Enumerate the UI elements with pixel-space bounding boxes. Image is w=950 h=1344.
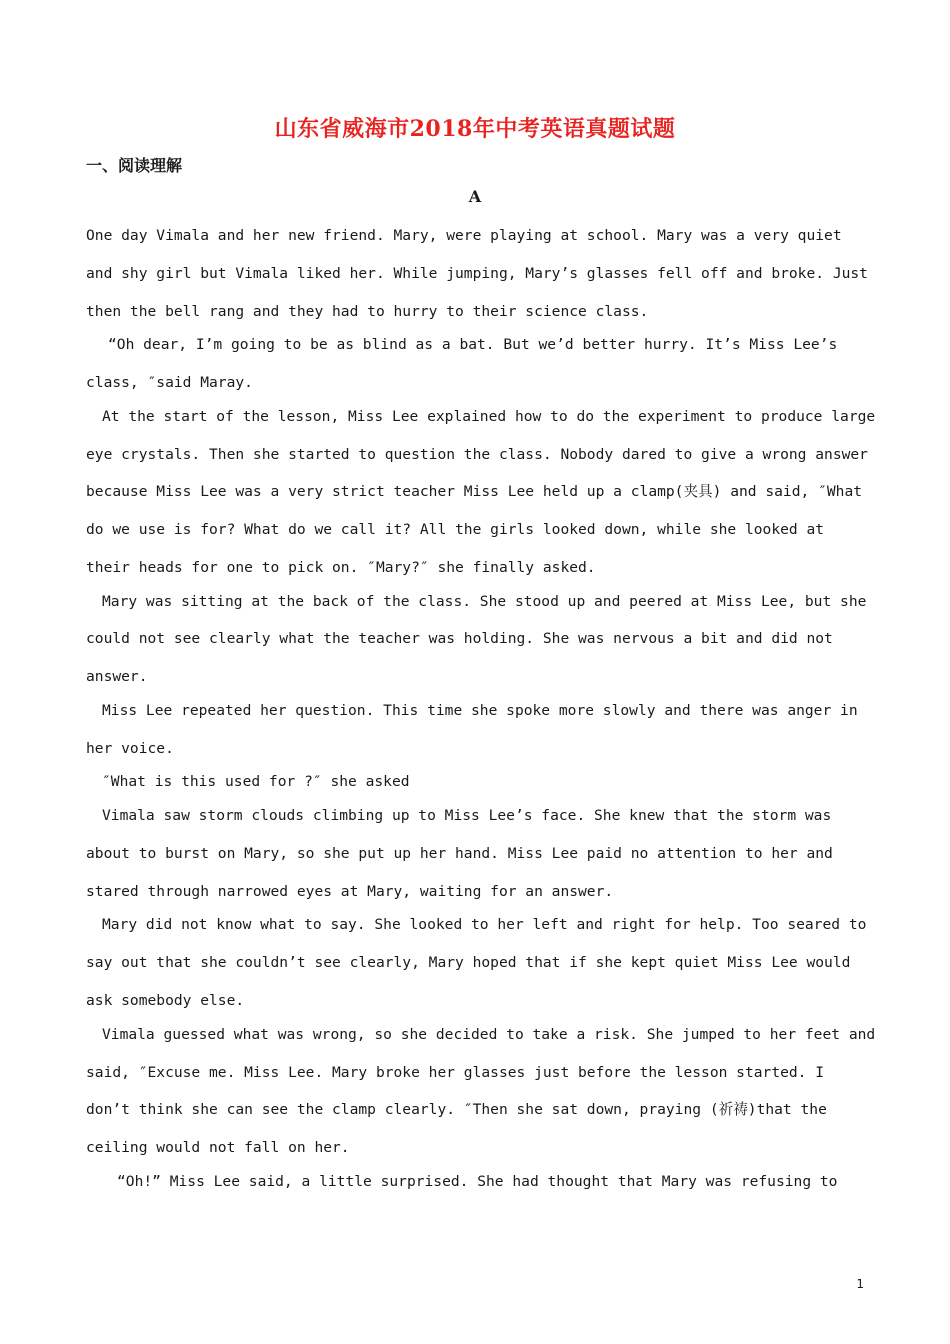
paragraph: “Oh dear, I’m going to be as blind as a bat. But we’d better hurry. It’s Miss Lee’s class, ″said Maray. bbox=[86, 336, 838, 392]
paragraph: Miss Lee repeated her question. This time she spoke more slowly and there was anger in her voice. bbox=[86, 701, 858, 757]
paragraph: One day Vimala and her new friend. Mary, were playing at school. Mary was a very quiet and shy girl but Vimala liked her. While jumping, Mary’s glasses fell off and broke. Just then the bell rang and they had to hurry to their science class. bbox=[86, 227, 868, 320]
paragraph: Vimala saw storm clouds climbing up to Miss Lee’s face. She knew that the storm was about to burst on Mary, so she put up her hand. Miss Lee paid no attention to her and stared through narrowed eyes at Mary, waiting for an answer. bbox=[86, 807, 833, 900]
part-label: A bbox=[468, 187, 482, 206]
document-title: 山东省威海市2018年中考英语真题试题 bbox=[274, 116, 676, 142]
paragraph: Mary was sitting at the back of the class. She stood up and peered at Miss Lee, but she could not see clearly what the teacher was holding. She was nervous a bit and did not answer. bbox=[86, 592, 867, 686]
paragraph: “Oh!” Miss Lee said, a little surprised. She had thought that Mary was refusing to bbox=[117, 1172, 838, 1190]
paragraph: Vimala guessed what was wrong, so she decided to take a risk. She jumped to her feet and said, ″Excuse me. Miss Lee. Mary broke her glasses just before the lesson started. I don’t think she can see the clamp clearly. ″Then she sat down, praying (祈祷)that the ceiling would not fall on her. bbox=[86, 1025, 876, 1157]
paragraph: At the start of the lesson, Miss Lee explained how to do the experiment to produce large eye crystals. Then she started to question the class. Nobody dared to give a wrong answer because Miss Lee was a very strict teacher Miss Lee held up a clamp(夹具) and said, ″What do we use is for? What do we call it? All the girls looked down, while she looked at their heads for one to pick on. ″Mary?″ she finally asked. bbox=[86, 407, 876, 576]
paragraph: ″What is this used for ?″ she asked bbox=[102, 773, 410, 791]
reading-passage bbox=[86, 217, 876, 1197]
paragraph: Mary did not know what to say. She looked to her left and right for help. Too seared to say out that she couldn’t see clearly, Mary hoped that if she kept quiet Miss Lee would ask somebody else. bbox=[86, 916, 867, 1010]
page-number: 1 bbox=[856, 1277, 864, 1291]
section-heading: 一、阅读理解 bbox=[86, 156, 183, 175]
